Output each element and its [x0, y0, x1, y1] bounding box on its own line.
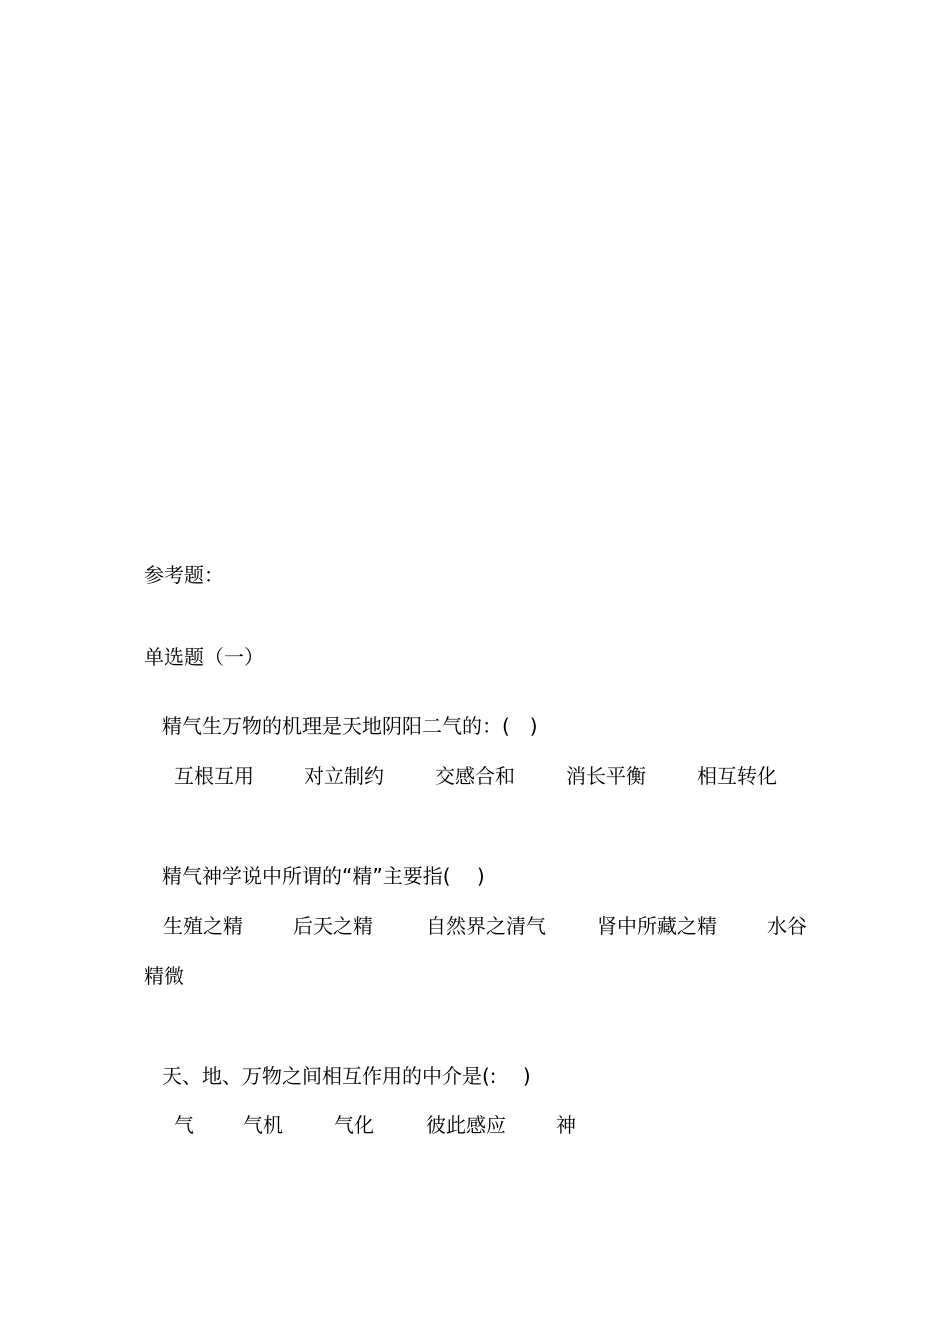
- question-1-option-b: 对立制约: [304, 764, 384, 788]
- question-3-option-a: 气: [174, 1113, 194, 1137]
- question-2-option-b: 后天之精: [293, 914, 373, 938]
- reference-heading: 参考题：: [144, 563, 224, 587]
- question-3-option-b: 气机: [243, 1113, 283, 1137]
- question-1-stem: 精气生万物的机理是天地阴阳二气的：( ): [162, 714, 538, 738]
- question-2-option-d: 肾中所藏之精: [597, 914, 717, 938]
- question-1-option-d: 消长平衡: [566, 764, 646, 788]
- question-1-option-c: 交感合和: [435, 764, 515, 788]
- question-3-stem: 天、地、万物之间相互作用的中介是(: ): [162, 1064, 531, 1088]
- question-2-option-e-continuation: 精微: [144, 964, 184, 988]
- question-1-option-e: 相互转化: [697, 764, 777, 788]
- question-3-option-d: 彼此感应: [426, 1113, 506, 1137]
- question-2-option-e: 水谷: [767, 914, 807, 938]
- question-3-option-c: 气化: [334, 1113, 374, 1137]
- question-2-option-a: 生殖之精: [163, 914, 243, 938]
- question-1-option-a: 互根互用: [174, 764, 254, 788]
- question-2-stem: 精气神学说中所谓的“精”主要指( ): [162, 864, 485, 888]
- section-title: 单选题（一）: [144, 645, 264, 669]
- question-3-option-e: 神: [556, 1113, 576, 1137]
- question-2-option-c: 自然界之清气: [426, 914, 546, 938]
